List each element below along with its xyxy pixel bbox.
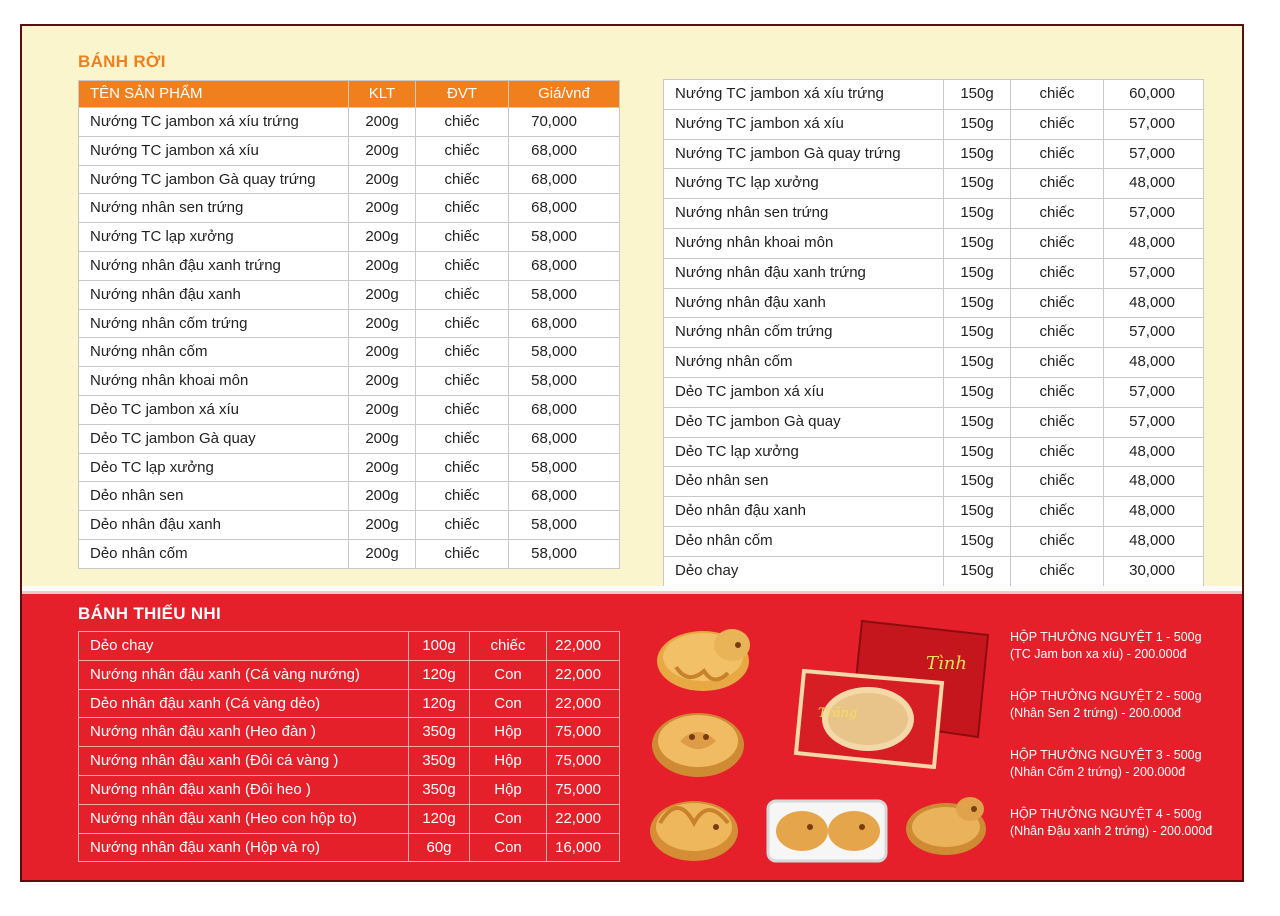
gift-box-name: HỘP THƯỞNG NGUYỆT 3 - 500g [1010,748,1202,762]
table-row [79,453,620,482]
weight-cell: 350g [409,775,470,804]
table-row [79,136,620,165]
tray-cakes-image [766,793,890,865]
weight-cell: 200g [349,108,416,137]
weight-cell: 120g [409,804,470,833]
table-row [664,228,1204,258]
product-name-cell: Dẻo nhân đậu xanh [664,497,944,527]
unit-cell: chiếc [1011,467,1104,497]
unit-cell: chiếc [416,453,509,482]
unit-cell: chiếc [416,223,509,252]
svg-text:Trăng: Trăng [818,706,858,721]
table-row [79,309,620,338]
gift-box-detail: (Nhân Đậu xanh 2 trứng) - 200.000đ [1010,824,1213,838]
product-name-cell: Dẻo nhân sen [664,467,944,497]
product-name-cell: Nướng TC jambon Gà quay trứng [664,139,944,169]
banh-thieu-nhi-table [78,631,620,862]
table-row [664,556,1204,586]
table-row [664,497,1204,527]
weight-cell: 200g [349,251,416,280]
price-cell: 58,000 [509,280,620,309]
price-cell: 58,000 [509,338,620,367]
header-price: Giá/vnđ [509,81,620,108]
price-cell: 75,000 [547,747,620,776]
product-name-cell: Nướng TC jambon xá xíu trứng [79,108,349,137]
product-name-cell: Dẻo chay [664,556,944,586]
weight-cell: 150g [944,139,1011,169]
unit-cell: chiếc [1011,258,1104,288]
product-name-cell: Dẻo TC lạp xưởng [79,453,349,482]
product-name-cell: Nướng nhân đậu xanh [79,280,349,309]
unit-cell: chiếc [1011,109,1104,139]
price-list-page [20,24,1244,882]
weight-cell: 200g [349,367,416,396]
weight-cell: 120g [409,660,470,689]
table-row [79,338,620,367]
unit-cell: Hộp [470,747,547,776]
weight-cell: 200g [349,309,416,338]
unit-cell: chiếc [1011,497,1104,527]
table-row [664,437,1204,467]
weight-cell: 200g [349,194,416,223]
product-name-cell: Nướng nhân đậu xanh (Đôi cá vàng ) [79,747,409,776]
weight-cell: 200g [349,453,416,482]
unit-cell: chiếc [416,194,509,223]
weight-cell: 200g [349,424,416,453]
unit-cell: chiếc [470,632,547,661]
price-cell: 58,000 [509,367,620,396]
table-row [79,511,620,540]
banh-roi-title: BÁNH RỜI [78,52,166,71]
table-row [664,258,1204,288]
table-row [79,395,620,424]
round-cake-image [648,701,748,781]
table-row [79,367,620,396]
price-cell: 57,000 [1104,109,1204,139]
table-row [79,539,620,568]
product-name-cell: Nướng nhân đậu xanh [664,288,944,318]
price-cell: 48,000 [1104,288,1204,318]
unit-cell: chiếc [416,251,509,280]
product-name-cell: Dẻo TC jambon xá xíu [79,395,349,424]
product-name-cell: Dẻo TC jambon xá xíu [664,377,944,407]
weight-cell: 200g [349,539,416,568]
weight-cell: 150g [944,407,1011,437]
unit-cell: chiếc [1011,348,1104,378]
product-name-cell: Nướng nhân cốm trứng [79,309,349,338]
product-name-cell: Nướng nhân đậu xanh (Đôi heo ) [79,775,409,804]
price-cell: 22,000 [547,660,620,689]
weight-cell: 200g [349,223,416,252]
unit-cell: chiếc [1011,556,1104,586]
weight-cell: 200g [349,395,416,424]
table-row [79,833,620,862]
banh-roi-section [22,26,1242,586]
price-cell: 57,000 [1104,318,1204,348]
gift-box-item [1010,688,1212,722]
unit-cell: Hộp [470,775,547,804]
price-cell: 58,000 [509,453,620,482]
product-name-cell: Dẻo nhân cốm [79,539,349,568]
price-cell: 48,000 [1104,467,1204,497]
weight-cell: 200g [349,165,416,194]
gift-box-name: HỘP THƯỞNG NGUYỆT 1 - 500g [1010,630,1202,644]
gift-box-name: HỘP THƯỞNG NGUYỆT 2 - 500g [1010,689,1202,703]
header-weight: KLT [349,81,416,108]
price-cell: 57,000 [1104,407,1204,437]
product-name-cell: Dẻo TC jambon Gà quay [664,407,944,437]
header-product-name: TÊN SẢN PHẨM [79,81,349,108]
weight-cell: 200g [349,280,416,309]
product-name-cell: Dẻo nhân sen [79,482,349,511]
weight-cell: 200g [349,338,416,367]
weight-cell: 150g [944,80,1011,110]
table-header-row [79,81,620,108]
weight-cell: 150g [944,526,1011,556]
banh-roi-table-150g [663,79,1204,587]
table-row [79,660,620,689]
product-name-cell: Nướng nhân sen trứng [664,199,944,229]
price-cell: 60,000 [1104,80,1204,110]
table-row [79,223,620,252]
gift-box-detail: (Nhân Cốm 2 trứng) - 200.000đ [1010,765,1186,779]
table-row [79,804,620,833]
table-row [79,632,620,661]
fish-cake-image [900,787,992,863]
price-cell: 22,000 [547,804,620,833]
price-cell: 22,000 [547,632,620,661]
banh-roi-table-200g [78,80,620,569]
gift-box-name: HỘP THƯỞNG NGUYỆT 4 - 500g [1010,807,1202,821]
price-cell: 57,000 [1104,139,1204,169]
gift-box-detail: (TC Jam bon xa xíu) - 200.000đ [1010,647,1187,661]
price-cell: 30,000 [1104,556,1204,586]
product-name-cell: Dẻo nhân đậu xanh (Cá vàng dẻo) [79,689,409,718]
price-cell: 68,000 [509,165,620,194]
table-row [664,139,1204,169]
weight-cell: 150g [944,467,1011,497]
table-row [79,194,620,223]
unit-cell: chiếc [416,309,509,338]
price-cell: 75,000 [547,775,620,804]
table-row [664,288,1204,318]
unit-cell: chiếc [416,338,509,367]
price-cell: 48,000 [1104,228,1204,258]
price-cell: 48,000 [1104,348,1204,378]
weight-cell: 100g [409,632,470,661]
price-cell: 58,000 [509,511,620,540]
weight-cell: 120g [409,689,470,718]
product-name-cell: Dẻo nhân đậu xanh [79,511,349,540]
price-cell: 58,000 [509,539,620,568]
product-name-cell: Nướng nhân khoai môn [664,228,944,258]
weight-cell: 150g [944,109,1011,139]
product-name-cell: Nướng TC jambon xá xíu [79,136,349,165]
product-name-cell: Nướng nhân cốm trứng [664,318,944,348]
product-name-cell: Nướng nhân khoai môn [79,367,349,396]
weight-cell: 150g [944,169,1011,199]
unit-cell: chiếc [416,424,509,453]
table-row [79,747,620,776]
unit-cell: Con [470,833,547,862]
header-unit: ĐVT [416,81,509,108]
gift-box-item [1010,629,1212,663]
unit-cell: chiếc [1011,407,1104,437]
price-cell: 68,000 [509,395,620,424]
gift-box-list [1010,629,1212,865]
weight-cell: 150g [944,348,1011,378]
weight-cell: 200g [349,136,416,165]
unit-cell: chiếc [416,395,509,424]
table-row [79,251,620,280]
price-cell: 68,000 [509,136,620,165]
weight-cell: 150g [944,556,1011,586]
weight-cell: 150g [944,199,1011,229]
price-cell: 75,000 [547,718,620,747]
gift-box-item [1010,806,1212,840]
product-name-cell: Dẻo TC lạp xưởng [664,437,944,467]
table-row [664,377,1204,407]
weight-cell: 150g [944,318,1011,348]
rabbit-cake-image [642,783,748,867]
table-row [664,318,1204,348]
unit-cell: chiếc [416,482,509,511]
product-name-cell: Nướng nhân đậu xanh trứng [79,251,349,280]
price-cell: 57,000 [1104,258,1204,288]
unit-cell: chiếc [1011,526,1104,556]
unit-cell: Con [470,660,547,689]
price-cell: 68,000 [509,251,620,280]
table-row [79,482,620,511]
price-cell: 22,000 [547,689,620,718]
gift-box-detail: (Nhân Sen 2 trứng) - 200.000đ [1010,706,1181,720]
svg-text:Tình: Tình [926,653,967,674]
unit-cell: chiếc [416,108,509,137]
weight-cell: 200g [349,511,416,540]
weight-cell: 200g [349,482,416,511]
product-name-cell: Nướng nhân sen trứng [79,194,349,223]
price-cell: 48,000 [1104,526,1204,556]
unit-cell: chiếc [1011,377,1104,407]
unit-cell: chiếc [416,165,509,194]
table-row [79,424,620,453]
unit-cell: Con [470,689,547,718]
weight-cell: 350g [409,747,470,776]
price-cell: 48,000 [1104,497,1204,527]
price-cell: 58,000 [509,223,620,252]
gift-box-item [1010,747,1212,781]
unit-cell: chiếc [1011,80,1104,110]
weight-cell: 350g [409,718,470,747]
table-row [664,526,1204,556]
pig-cake-image [648,615,756,697]
product-name-cell: Nướng TC jambon xá xíu trứng [664,80,944,110]
table-row [79,689,620,718]
product-name-cell: Nướng nhân đậu xanh (Heo con hộp to) [79,804,409,833]
gift-box-image [792,619,992,769]
banh-thieu-nhi-title: BÁNH THIẾU NHI [78,604,222,623]
product-images [642,615,992,875]
price-cell: 48,000 [1104,437,1204,467]
price-cell: 68,000 [509,424,620,453]
table-row [664,80,1204,110]
table-row [79,775,620,804]
unit-cell: chiếc [416,539,509,568]
product-name-cell: Dẻo TC jambon Gà quay [79,424,349,453]
product-name-cell: Nướng nhân đậu xanh (Heo đàn ) [79,718,409,747]
weight-cell: 150g [944,377,1011,407]
unit-cell: chiếc [1011,139,1104,169]
unit-cell: chiếc [1011,437,1104,467]
unit-cell: chiếc [416,280,509,309]
table-row [664,199,1204,229]
unit-cell: chiếc [416,136,509,165]
unit-cell: chiếc [1011,199,1104,229]
price-cell: 68,000 [509,309,620,338]
unit-cell: chiếc [1011,169,1104,199]
unit-cell: Con [470,804,547,833]
unit-cell: chiếc [1011,318,1104,348]
unit-cell: chiếc [1011,288,1104,318]
product-name-cell: Nướng nhân cốm [664,348,944,378]
product-name-cell: Nướng TC lạp xưởng [664,169,944,199]
price-cell: 57,000 [1104,377,1204,407]
product-name-cell: Nướng nhân đậu xanh (Cá vàng nướng) [79,660,409,689]
unit-cell: chiếc [416,511,509,540]
weight-cell: 150g [944,497,1011,527]
product-name-cell: Dẻo nhân cốm [664,526,944,556]
table-row [664,109,1204,139]
price-cell: 48,000 [1104,169,1204,199]
banh-thieu-nhi-section [22,591,1242,882]
product-name-cell: Nướng TC lạp xưởng [79,223,349,252]
weight-cell: 150g [944,437,1011,467]
price-cell: 16,000 [547,833,620,862]
unit-cell: Hộp [470,718,547,747]
product-name-cell: Nướng nhân đậu xanh trứng [664,258,944,288]
product-name-cell: Dẻo chay [79,632,409,661]
unit-cell: chiếc [416,367,509,396]
price-cell: 68,000 [509,482,620,511]
product-name-cell: Nướng nhân đậu xanh (Hộp và rọ) [79,833,409,862]
price-cell: 70,000 [509,108,620,137]
table-row [664,407,1204,437]
table-row [664,348,1204,378]
product-name-cell: Nướng TC jambon Gà quay trứng [79,165,349,194]
weight-cell: 60g [409,833,470,862]
table-row [664,169,1204,199]
product-name-cell: Nướng nhân cốm [79,338,349,367]
table-row [79,108,620,137]
price-cell: 68,000 [509,194,620,223]
table-row [79,280,620,309]
table-row [79,718,620,747]
weight-cell: 150g [944,258,1011,288]
table-row [664,467,1204,497]
unit-cell: chiếc [1011,228,1104,258]
weight-cell: 150g [944,228,1011,258]
price-cell: 57,000 [1104,199,1204,229]
table-row [79,165,620,194]
product-name-cell: Nướng TC jambon xá xíu [664,109,944,139]
weight-cell: 150g [944,288,1011,318]
